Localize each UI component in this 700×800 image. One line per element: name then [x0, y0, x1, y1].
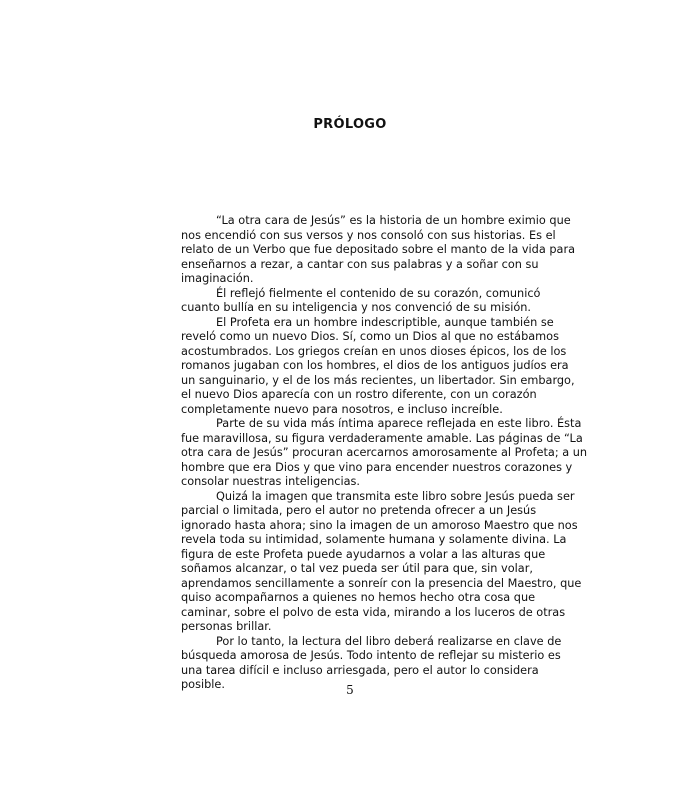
text-line: revela toda su intimidad, solamente humana y solamente divina. La [181, 533, 567, 546]
text-line: otra cara de Jesús” procuran acercarnos amorosamente al Profeta; a un [181, 446, 588, 459]
text-line: quiso acompañarnos a quienes no hemos hecho otra cosa que [181, 591, 536, 604]
text-line: soñamos alcanzar, o tal vez pueda ser útil para que, sin volar, [181, 562, 533, 575]
text-line: Él reflejó fielmente el contenido de su corazón, comunicó [216, 286, 541, 300]
prologue-body [181, 214, 588, 693]
text-line: posible. [181, 678, 225, 691]
text-line: cuanto bullía en su inteligencia y nos convenció de su misión. [181, 301, 532, 314]
text-line: El Profeta era un hombre indescriptible, aunque también se [216, 315, 554, 329]
text-line: Quizá la imagen que transmita este libro sobre Jesús pueda ser [216, 489, 575, 503]
text-line: caminar, sobre el polvo de esta vida, mirando a los luceros de otras [181, 605, 566, 619]
page-number: 5 [346, 683, 354, 697]
text-line: consolar nuestras inteligencias. [181, 475, 360, 488]
paragraph [181, 214, 576, 287]
text-line: fue maravillosa, su figura verdaderamente amable. Las páginas de “La [181, 431, 583, 445]
text-line: “La otra cara de Jesús” es la historia de un hombre eximio que [216, 214, 571, 227]
text-line: el nuevo Dios aparecía con un rostro diferente, con un corazón [181, 388, 537, 401]
text-line: parcial o limitada, pero el autor no pretenda ofrecer a un Jesús [181, 504, 537, 517]
text-line: Parte de su vida más íntima aparece reflejada en este libro. Ésta [216, 417, 582, 430]
text-line: una tarea difícil e incluso arriesgada, pero el autor lo considera [181, 663, 539, 677]
text-line: enseñarnos a rezar, a cantar con sus palabras y a soñar con su [181, 257, 539, 271]
text-line: aprendamos sencillamente a sonreír con la presencia del Maestro, que [181, 576, 582, 590]
paragraph [181, 286, 541, 316]
text-line: hombre que era Dios y que vino para encender nuestros corazones y [181, 460, 573, 474]
paragraph [181, 489, 582, 635]
text-line: búsqueda amorosa de Jesús. Todo intento de reflejar su misterio es [181, 649, 561, 662]
text-line: imaginación. [181, 272, 254, 285]
text-line: reveló como un nuevo Dios. Sí, como un Dios al que no estábamos [181, 330, 559, 343]
paragraph [181, 417, 588, 490]
text-line: acostumbrados. Los griegos creían en unos dioses épicos, los de los [181, 344, 567, 358]
paragraph [181, 315, 575, 418]
text-line: personas brillar. [181, 620, 272, 633]
text-line: ignorado hasta ahora; sino la imagen de un amoroso Maestro que nos [181, 518, 578, 532]
text-line: figura de este Profeta puede ayudarnos a volar a las alturas que [181, 547, 546, 561]
text-line: un sanguinario, y el de los más recientes, un libertador. Sin embargo, [181, 373, 575, 387]
page-title: PRÓLOGO [313, 117, 387, 132]
text-line: romanos jugaban con los hombres, el dios de los antiguos judíos era [181, 359, 569, 372]
text-line: nos encendió con sus versos y nos consoló con sus historias. Es el [181, 228, 556, 242]
text-line: relato de un Verbo que fue depositado sobre el manto de la vida para [181, 243, 576, 256]
text-line: Por lo tanto, la lectura del libro deberá realizarse en clave de [216, 634, 562, 648]
text-line: completamente nuevo para nosotros, e incluso increíble. [181, 402, 503, 416]
